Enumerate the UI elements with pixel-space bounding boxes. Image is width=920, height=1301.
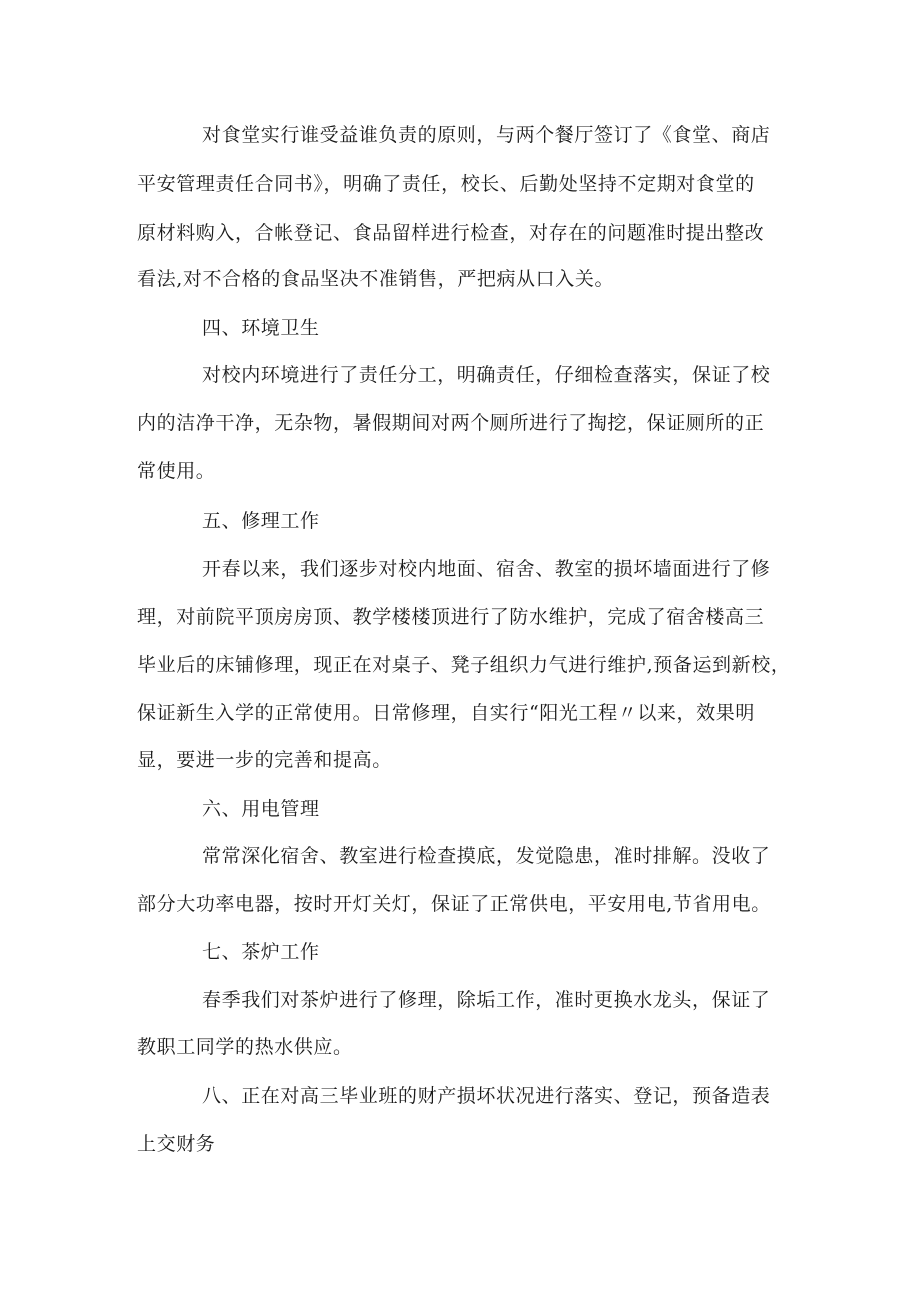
paragraph-line: 对食堂实行谁受益谁负责的原则，与两个餐厅签订了《食堂、商店 [202,124,771,146]
section-heading: 四、环境卫生 [202,317,320,339]
paragraph-line: 平安管理责任合同书》，明确了责任，校长、后勤处坚持不定期对食堂的 [137,173,755,195]
section-heading: 七、茶炉工作 [202,941,320,963]
paragraph-line: 开春以来，我们逐步对校内地面、宿舍、教室的损坏墙面进行了修 [202,558,771,580]
paragraph-line: 常常深化宿舍、教室进行检查摸底，发觉隐患，准时排解。没收了 [202,845,771,867]
section-heading: 六、用电管理 [202,798,320,820]
paragraph-line: 对校内环境进行了责任分工，明确责任，仔细检查落实，保证了校 [202,364,771,386]
paragraph-line: 春季我们对茶炉进行了修理，除垢工作，准时更换水龙头，保证了 [202,989,771,1011]
paragraph-line: 显，要进一步的完善和提高。 [137,749,392,771]
paragraph-line: 保证新生入学的正常使用。日常修理，自实行“阳光工程〃以来，效果明 [137,702,755,724]
paragraph-line: 毕业后的床铺修理，现正在对桌子、凳子组织力气进行维护,预备运到新校， [137,654,791,676]
paragraph-line: 内的洁净干净，无杂物，暑假期间对两个厕所进行了掏挖，保证厕所的正 [137,412,765,434]
paragraph-line: 看法,对不合格的食品坚决不准销售，严把病从口入关。 [137,268,615,290]
section-heading: 五、修理工作 [202,510,320,532]
paragraph-line: 理，对前院平顶房房顶、教学楼楼顶进行了防水维护，完成了宿舍楼高三 [137,606,765,628]
paragraph-line: 原材料购入，合帐登记、食品留样进行检查，对存在的问题准时提出整改 [137,222,765,244]
paragraph-line: 部分大功率电器，按时开灯关灯，保证了正常供电，平安用电,节省用电。 [137,893,771,915]
paragraph-line: 上交财务 [137,1133,216,1155]
paragraph-line: 常使用。 [137,460,216,482]
paragraph-line: 教职工同学的热水供应。 [137,1036,353,1058]
paragraph-line: 八、正在对高三毕业班的财产损坏状况进行落实、登记，预备造表 [202,1085,771,1107]
